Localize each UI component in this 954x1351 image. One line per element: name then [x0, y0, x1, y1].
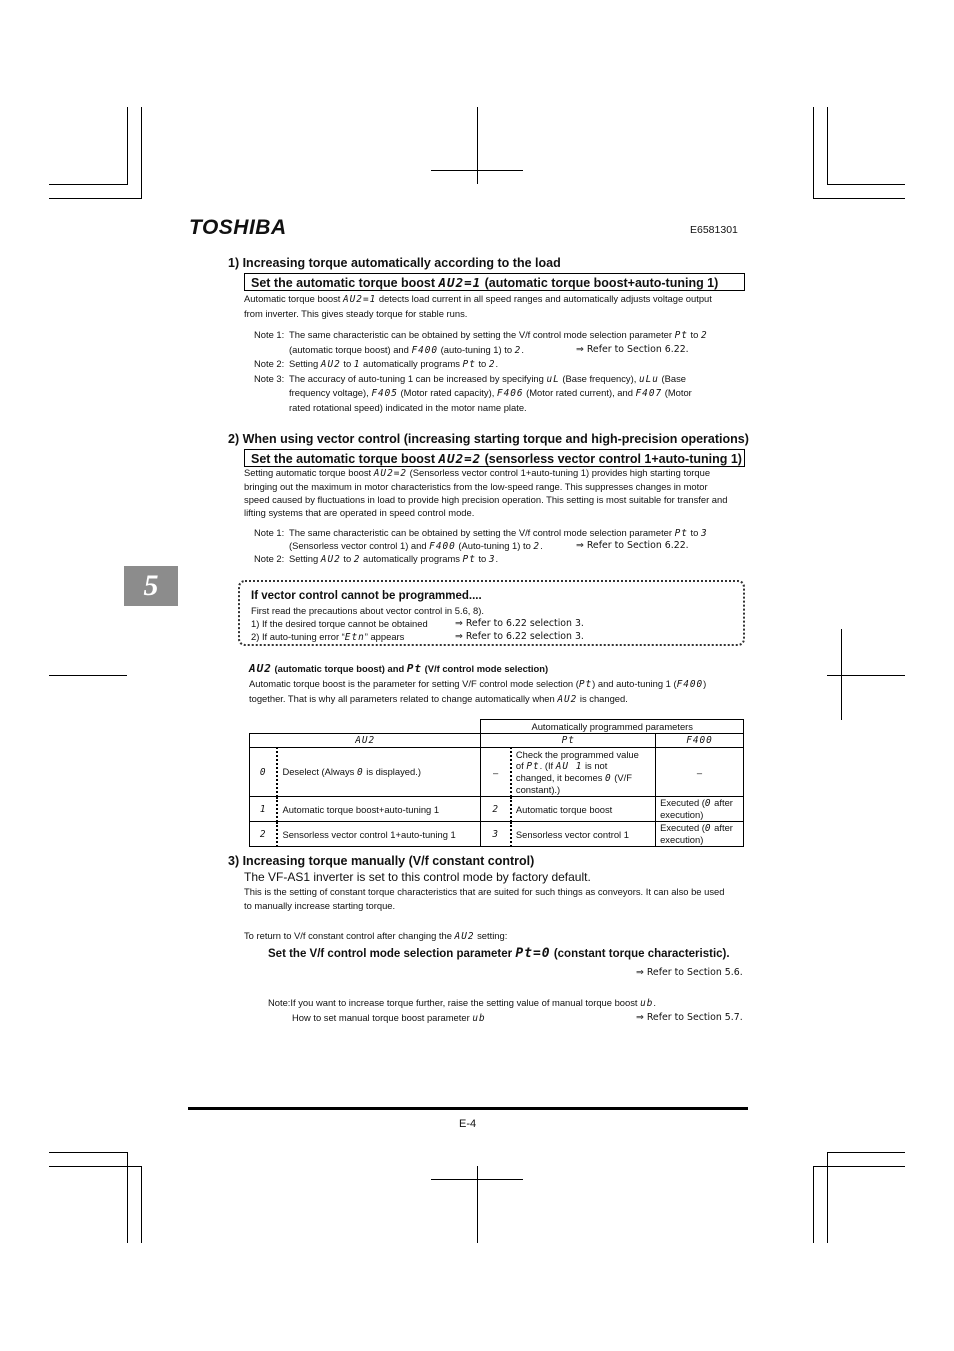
section-2-description: Setting automatic torque boost AU2=2 (Sensorless vector control 1+auto-tuning 1) provides high starting torque bringing out the maximum in motor characteristics from the low-speed range. This suppresses changes in motor speed caused by fluctuations in load to provide high precision operation. This setting is most suitable for transfer and lifting systems that are operated in speed control mode.	[244, 467, 728, 518]
parameter-code: AU2=2	[438, 451, 482, 466]
parameter-code: Pt	[674, 330, 688, 341]
section-1-description: Automatic torque boost AU2=1 detects load current in all speed ranges and automatically adjusts voltage output from inverter. This gives steady torque for stable runs.	[244, 293, 712, 319]
page-number: E-4	[459, 1118, 477, 1130]
column-header-f400: F400	[656, 734, 744, 748]
crop-mark	[49, 198, 142, 199]
parameter-code: 2	[514, 344, 522, 356]
note-label: Note 3:	[254, 372, 285, 384]
section-1-setting-box	[244, 273, 745, 291]
section-reference: ⇒ Refer to Section 5.7.	[636, 1012, 743, 1023]
footer-rule	[188, 1107, 748, 1110]
section-3-title: 3) Increasing torque manually (V/f constant control)	[228, 854, 535, 868]
crop-mark	[827, 107, 828, 185]
document-number: E6581301	[690, 224, 738, 236]
crop-mark	[141, 107, 142, 199]
section-reference: ⇒ Refer to 6.22 selection 3.	[455, 618, 584, 629]
table-row: 1 Automatic torque boost+auto-tuning 1 2 Automatic torque boost Executed (0 after execution)	[250, 797, 744, 822]
crop-mark	[49, 1166, 142, 1167]
section-reference: ⇒ Refer to Section 5.6.	[636, 967, 743, 978]
table-row: 2 Sensorless vector control 1+auto-tuning 1 3 Sensorless vector control 1 Executed (0 after execution)	[250, 822, 744, 847]
section-2-setting-box: Set the automatic torque boost AU2=2 (sensorless vector control 1+auto-tuning 1)	[244, 449, 745, 467]
crop-mark	[127, 107, 128, 185]
crop-mark	[431, 170, 523, 171]
chapter-tab: 5	[124, 566, 178, 606]
section-3-note: Note:If you want to increase torque further, raise the setting value of manual torque boost ub. How to set manual torque boost parameter ub ⇒ Refer to Section 5.7.	[268, 997, 743, 1024]
box-text: Set the automatic torque boost	[251, 276, 439, 290]
crop-mark	[127, 1152, 128, 1243]
section-3-setting-line: Set the V/f control mode selection parameter Pt=0 (constant torque characteristic).	[268, 946, 730, 961]
crop-mark	[813, 1166, 814, 1243]
parameter-code: 2	[700, 330, 708, 341]
crop-mark	[813, 107, 814, 199]
crop-mark	[827, 675, 905, 676]
crop-mark	[827, 1152, 828, 1243]
au2-pt-description: Automatic torque boost is the parameter for setting V/F control mode selection (Pt) and auto-tuning 1 (F400) together. That is why all parameters related to change automatically when AU2 is changed.	[249, 678, 707, 705]
crop-mark	[49, 184, 128, 185]
section-1-title: 1) Increasing torque automatically according to the load	[228, 256, 561, 270]
crop-mark	[477, 1166, 478, 1243]
crop-mark	[827, 184, 905, 185]
section-reference: ⇒ Refer to Section 6.22.	[576, 540, 689, 551]
au2-pt-heading: AU2 (automatic torque boost) and Pt (V/f control mode selection)	[249, 662, 549, 675]
crop-mark	[827, 1152, 905, 1153]
section-reference: ⇒ Refer to Section 6.22.	[576, 343, 689, 355]
crop-mark	[49, 1152, 128, 1153]
section-1-notes: Note 1: The same characteristic can be obtained by setting the V/f control mode selection parameter Pt to 2 (automatic torque boost) and F400 (auto-tuning 1) to 2. ⇒ Refer to Section 6.22. Note 2: Setting AU2 to 1 automatically programs Pt to 2. Note 3: The accuracy of auto-tuning 1 can be increased by specifying uL (Base frequency), uLu (Base frequency voltage), F405 (Motor rated capacity), F406 (Motor rated current), and F407 (Motor rated rotational speed) indicated in the motor name plate.	[254, 329, 708, 413]
section-2-title: 2) When using vector control (increasing starting torque and high-precision operations)	[228, 432, 749, 446]
column-header-pt: Pt	[481, 734, 656, 748]
section-reference: ⇒ Refer to 6.22 selection 3.	[455, 631, 584, 642]
crop-mark	[813, 198, 905, 199]
section-2-notes: Note 1: The same characteristic can be obtained by setting the V/f control mode selection parameter Pt to 3 (Sensorless vector control 1) and F400 (Auto-tuning 1) to 2. ⇒ Refer to Section 6.22. Note 2: Setting AU2 to 2 automatically programs Pt to 3.	[254, 527, 708, 565]
caution-title: If vector control cannot be programmed....	[251, 590, 482, 602]
parameter-code: F400	[411, 344, 439, 356]
note-label: Note 2:	[254, 358, 285, 369]
section-3-description: This is the setting of constant torque characteristics that are suited for such things as conveyors. It can also be used to manually increase starting torque.	[244, 886, 725, 911]
note-label: Note 1:	[254, 329, 285, 340]
box-text: (automatic torque boost+auto-tuning 1)	[481, 276, 719, 290]
crop-mark	[141, 1166, 142, 1243]
vector-control-caution-box: If vector control cannot be programmed.... First read the precautions about vector control in 5.6, 8). 1) If the desired torque cannot be obtained ⇒ Refer to 6.22 selection 3. 2) If auto-tuning error “Etn” appears ⇒ Refer to 6.22 selection 3.	[238, 580, 745, 646]
table-row: 0 Deselect (Always 0 is displayed.) – Check the programmed value of Pt. (If AU 1 is not changed, it becomes 0 (V/F constant).) –	[250, 748, 744, 797]
parameter-table	[249, 719, 744, 847]
parameter-code: AU2=1	[343, 294, 377, 305]
section-3-return-text: To return to V/f constant control after changing the AU2 setting:	[244, 930, 508, 942]
parameter-code: AU2=1	[438, 275, 482, 290]
crop-mark	[49, 675, 127, 676]
section-3-subtitle: The VF-AS1 inverter is set to this control mode by factory default.	[244, 870, 591, 884]
column-header-au2: AU2	[250, 734, 481, 748]
crop-mark	[477, 107, 478, 184]
group-header: Automatically programmed parameters	[481, 720, 744, 734]
brand-logo: TOSHIBA	[189, 216, 287, 239]
crop-mark	[841, 629, 842, 720]
